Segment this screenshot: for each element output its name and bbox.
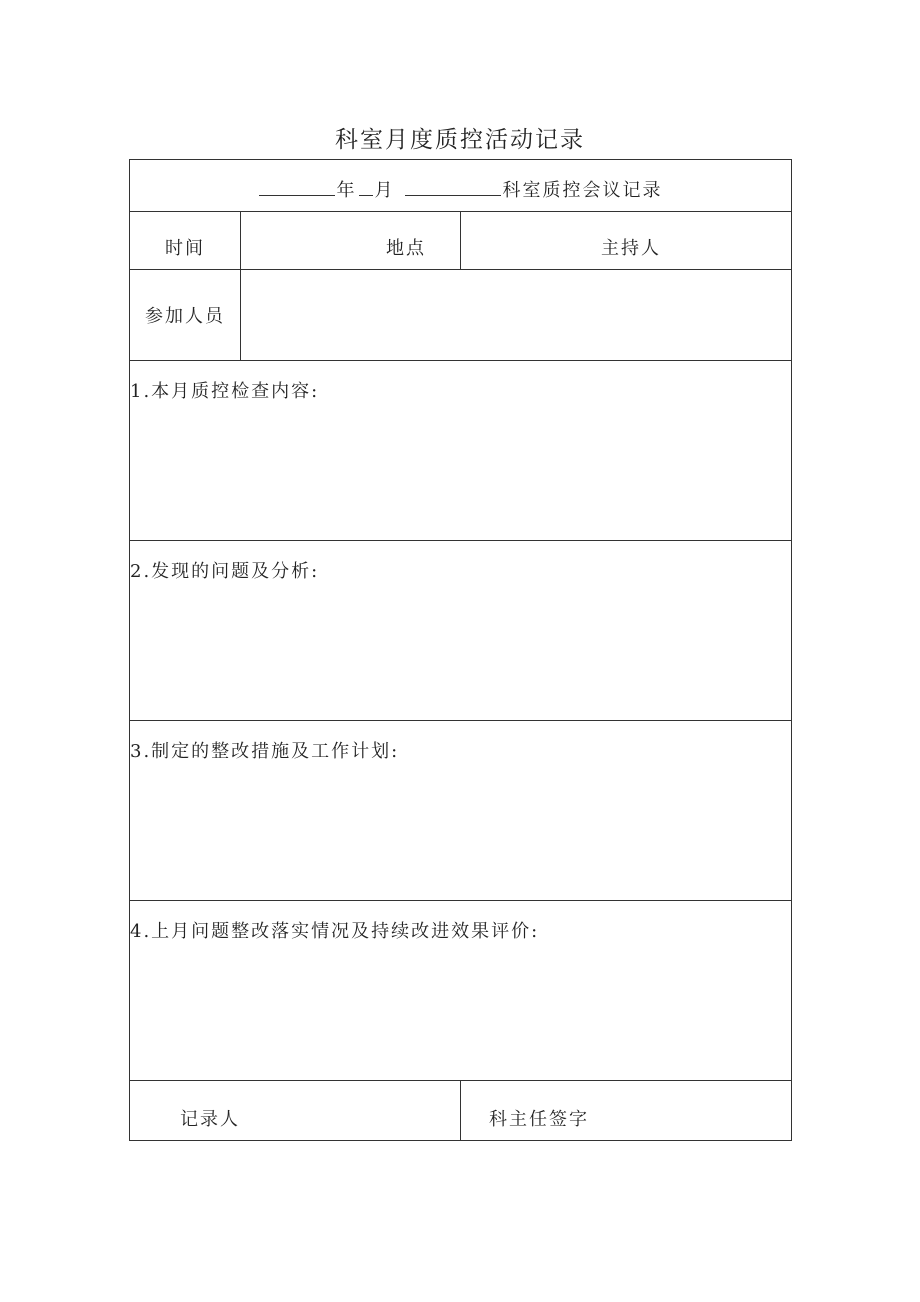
time-label: 时间 bbox=[130, 212, 241, 270]
year-blank-field[interactable] bbox=[259, 177, 335, 196]
section-row-problems bbox=[130, 541, 792, 721]
section-row-inspection bbox=[130, 361, 792, 541]
director-signature-label: 科主任签字 bbox=[489, 1108, 589, 1130]
section-measures-field[interactable] bbox=[130, 721, 792, 901]
attendees-row bbox=[130, 270, 792, 361]
document-title: 科室月度质控活动记录 bbox=[335, 127, 585, 153]
year-suffix-label: 年 bbox=[336, 179, 357, 201]
section-problems-label: 2.发现的问题及分析: bbox=[130, 561, 320, 582]
meeting-header-row bbox=[130, 160, 792, 212]
month-suffix-label: 月 bbox=[374, 179, 395, 201]
meeting-record-label: 科室质控会议记录 bbox=[502, 179, 663, 201]
recorder-field[interactable] bbox=[130, 1081, 461, 1141]
section-inspection-label: 1.本月质控检查内容: bbox=[130, 381, 320, 402]
month-blank-field[interactable] bbox=[359, 177, 373, 196]
section-row-evaluation bbox=[130, 901, 792, 1081]
attendees-field[interactable] bbox=[241, 270, 792, 361]
section-inspection-field[interactable] bbox=[130, 361, 792, 541]
place-label[interactable]: 地点 bbox=[241, 212, 461, 270]
recorder-label: 记录人 bbox=[180, 1108, 240, 1130]
host-label[interactable]: 主持人 bbox=[461, 212, 792, 270]
department-blank-field[interactable] bbox=[405, 177, 501, 196]
meeting-meta-row bbox=[130, 212, 792, 270]
section-row-measures bbox=[130, 721, 792, 901]
section-evaluation-field[interactable] bbox=[130, 901, 792, 1081]
director-signature-field[interactable] bbox=[461, 1081, 792, 1141]
section-evaluation-label: 4.上月问题整改落实情况及持续改进效果评价: bbox=[130, 921, 540, 942]
attendees-label: 参加人员 bbox=[130, 270, 241, 361]
section-measures-label: 3.制定的整改措施及工作计划: bbox=[130, 741, 400, 762]
section-problems-field[interactable] bbox=[130, 541, 792, 721]
meeting-header-cell bbox=[130, 160, 792, 212]
quality-control-record-form bbox=[129, 159, 792, 1141]
signature-row bbox=[130, 1081, 792, 1141]
